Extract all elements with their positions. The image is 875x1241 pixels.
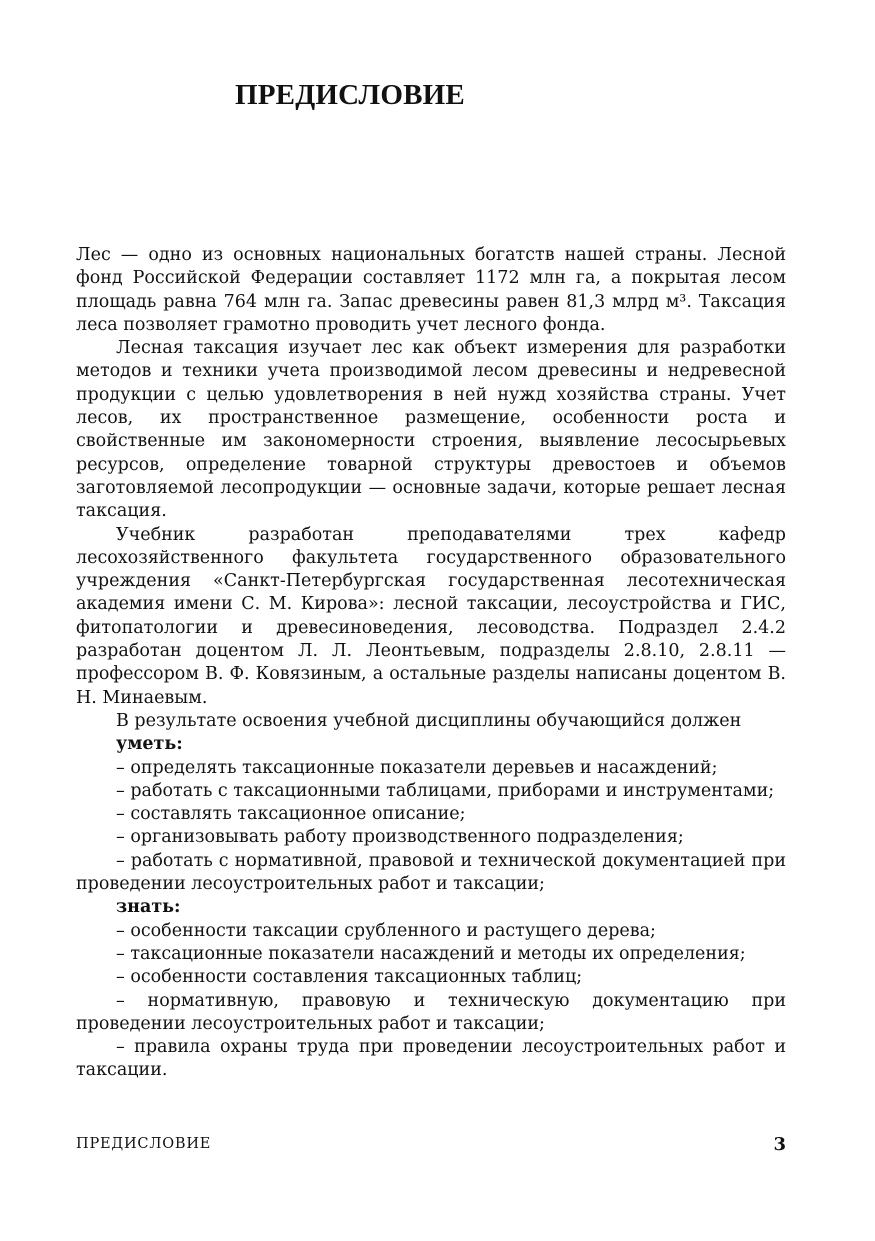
skills-heading: уметь:: [116, 734, 183, 755]
paragraph-outcomes-intro: В результате освоения учебной дисциплины обучающийся должен: [116, 710, 742, 731]
page-title: ПРЕДИСЛОВИЕ: [235, 79, 465, 111]
list-item: – правила охраны труда при проведении лесоустроительных работ и таксации.: [76, 1037, 786, 1081]
list-item: – определять таксационные показатели деревьев и насаждений;: [116, 757, 718, 778]
paragraph-taxation: Лесная таксация изучает лес как объект измерения для разработки методов и техники учета производимой лесом древесины и недревесной продукции с целью удовлетворения в ней нужд хозяйства страны. Учет лесов, их пространственное размещение, особенности роста и свойственные им закономерности строения, выявление лесосырьевых ресурсов, определение товарной структуры древостоев и объемов заготовляемой лесопродукции — основные задачи, которые решает лесная таксация.: [76, 338, 786, 522]
list-item: – нормативную, правовую и техническую документацию при проведении лесоустроительных работ и таксации;: [76, 990, 786, 1034]
paragraph-authors: Учебник разработан преподавателями трех кафедр лесохозяйственного факультета государственного образовательного учреждения «Санкт-Петербургская государственная лесотехническая академия имени С. М. Кирова»: лесной таксации, лесоустройства и ГИС, фитопатологии и древесиноведения, лесоводства. Подраздел 2.4.2 разработан доцентом Л. Л. Леонтьевым, подразделы 2.8.10, 2.8.11 — профессором В. Ф. Ковязиным, а остальные разделы написаны доцентом В. Н. Минаевым.: [76, 524, 786, 708]
list-item: – особенности составления таксационных таблиц;: [116, 967, 583, 988]
running-head: ПРЕДИСЛОВИЕ: [76, 1136, 212, 1152]
paragraph-intro: Лес — одно из основных национальных богатств нашей страны. Лесной фонд Российской Федерации составляет 1172 млн га, а покрытая лесом площадь равна 764 млн га. Запас древесины равен 81,3 млрд м³. Таксация леса позволяет грамотно проводить учет лесного фонда.: [76, 245, 786, 335]
list-item: – работать с таксационными таблицами, приборами и инструментами;: [116, 780, 775, 801]
list-item: – работать с нормативной, правовой и технической документацией при проведении лесоустроительных работ и таксации;: [76, 850, 786, 895]
list-item: – составлять таксационное описание;: [116, 804, 466, 825]
page-footer: [76, 1136, 786, 1158]
knowledge-heading: знать:: [116, 897, 181, 918]
page-number: 3: [773, 1134, 786, 1155]
list-item: – особенности таксации срубленного и растущего дерева;: [116, 920, 656, 941]
list-item: – таксационные показатели насаждений и методы их определения;: [116, 943, 746, 964]
list-item: – организовывать работу производственного подразделения;: [116, 827, 684, 848]
preface-body: [76, 244, 786, 1083]
